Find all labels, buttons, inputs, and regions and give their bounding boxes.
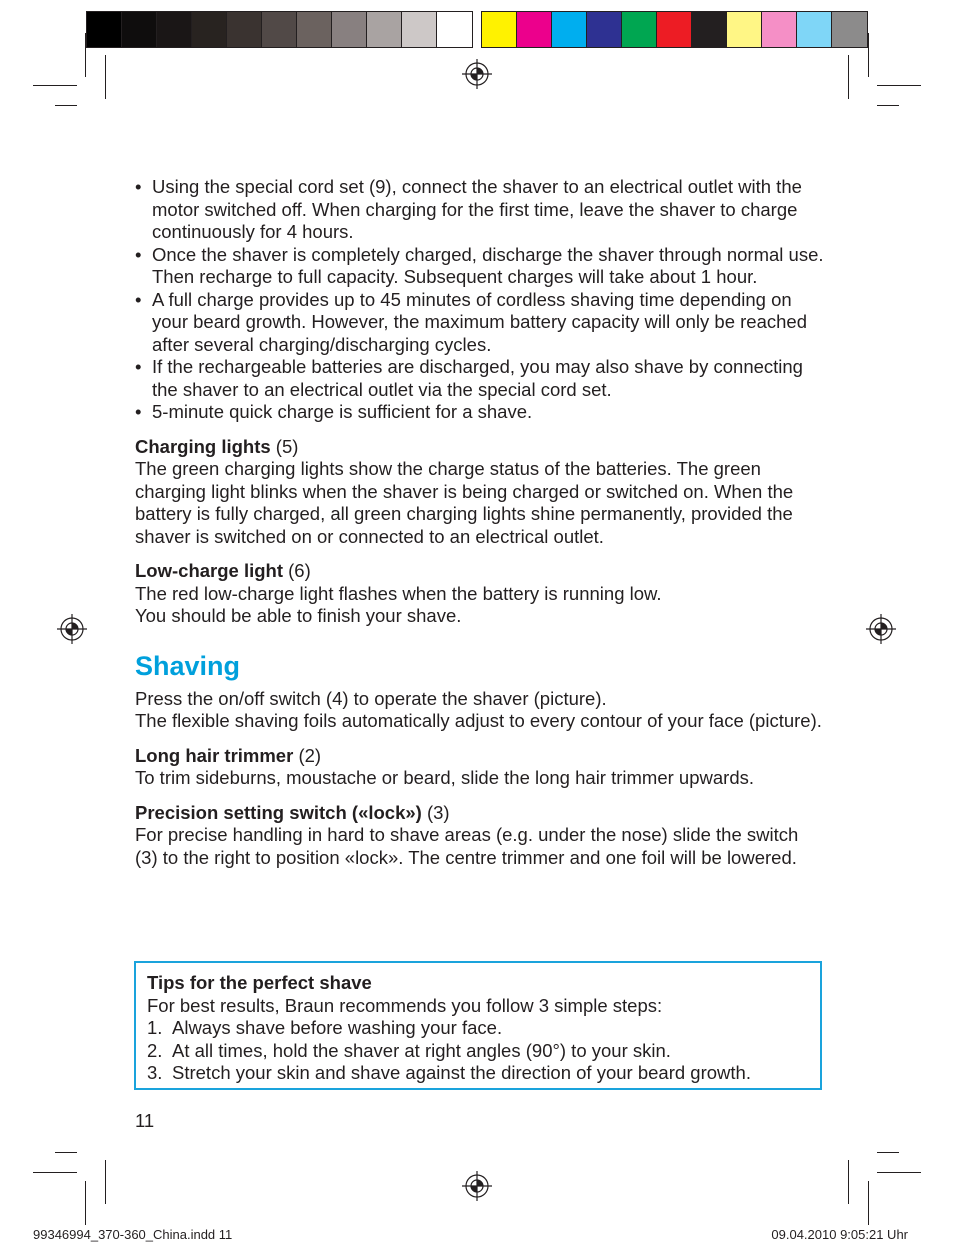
crop-mark (877, 105, 899, 106)
bullet-icon: • (135, 356, 142, 377)
gray-swatch (367, 12, 402, 47)
list-item: • 5-minute quick charge is sufficient for a shave. (135, 401, 533, 422)
crop-mark (105, 1160, 106, 1204)
crop-mark (55, 105, 77, 106)
part-reference: (5) (270, 435, 299, 457)
crop-mark (868, 33, 869, 77)
long-hair-trimmer-section (135, 745, 825, 790)
crop-mark (848, 55, 849, 99)
gray-swatch (122, 12, 157, 47)
color-swatch (832, 12, 867, 47)
part-reference: (2) (293, 744, 322, 766)
process-color-bar (481, 11, 868, 48)
part-reference: (6) (283, 560, 311, 581)
precision-switch-section (135, 802, 825, 870)
list-item: 1. Always shave before washing your face. (147, 1017, 503, 1038)
page-number: 11 (135, 1110, 155, 1131)
section-text: To trim sideburns, moustache or beard, slide the long hair trimmer upwards. (135, 767, 754, 788)
part-reference: (3) (421, 801, 450, 823)
color-swatch (482, 12, 517, 47)
registration-mark-icon (462, 1171, 492, 1201)
section-text: The flexible shaving foils automatically adjust to every contour of your face (picture). (135, 710, 822, 731)
gray-swatch (437, 12, 472, 47)
gray-swatch (192, 12, 227, 47)
crop-mark (85, 1181, 86, 1225)
crop-mark (33, 1172, 77, 1173)
gray-swatch (157, 12, 192, 47)
section-text: For precise handling in hard to shave areas (e.g. under the nose) slide the switch (3) to the right to position «lock». The centre trimmer and one foil will be lowered. (135, 824, 799, 868)
gray-swatch (262, 12, 297, 47)
section-text: You should be able to finish your shave. (135, 605, 462, 626)
color-swatch (692, 12, 727, 47)
gray-swatch (297, 12, 332, 47)
crop-mark (55, 1152, 77, 1153)
gray-swatch (87, 12, 122, 47)
low-charge-section (135, 560, 825, 628)
shaving-heading: Shaving (135, 650, 241, 681)
list-item: 3. Stretch your skin and shave against the direction of your beard growth. (147, 1062, 751, 1083)
color-swatch (797, 12, 832, 47)
color-swatch (552, 12, 587, 47)
bullet-icon: • (135, 176, 142, 197)
bullet-icon: • (135, 243, 142, 265)
step-number: 3. (147, 1062, 163, 1083)
tips-title: Tips for the perfect shave (147, 972, 372, 993)
crop-mark (877, 85, 921, 86)
crop-mark (848, 1160, 849, 1204)
footer-file-info: 99346994_370-360_China.indd 11 (33, 1227, 233, 1242)
gray-swatch (227, 12, 262, 47)
list-item: 2. At all times, hold the shaver at right angles (90°) to your skin. (147, 1039, 671, 1061)
color-swatch (727, 12, 762, 47)
bullet-icon: • (135, 401, 142, 422)
crop-mark (33, 85, 77, 86)
gray-swatch (332, 12, 367, 47)
section-title: Precision setting switch («lock») (135, 801, 422, 823)
section-text: Press the on/off switch (4) to operate the shaver (picture). (135, 687, 607, 709)
gray-color-bar (86, 11, 473, 48)
crop-mark (877, 1172, 921, 1173)
step-number: 2. (147, 1039, 163, 1061)
list-item: • Once the shaver is completely charged, discharge the shaver through normal use. Then recharge to full capacity. Subsequent charges will take about 1 hour. (135, 243, 824, 287)
color-swatch (517, 12, 552, 47)
color-swatch (587, 12, 622, 47)
crop-mark (868, 1181, 869, 1225)
section-title: Long hair trimmer (135, 744, 294, 766)
registration-mark-icon (462, 59, 492, 89)
list-item: • If the rechargeable batteries are discharged, you may also shave by connecting the shaver to an electrical outlet via the special cord set. (135, 356, 803, 400)
list-item: • Using the special cord set (9), connect the shaver to an electrical outlet with the motor switched off. When charging for the first time, leave the shaver to charge continuously for 4 hours. (135, 176, 802, 242)
crop-mark (877, 1152, 899, 1153)
section-text: The green charging lights show the charge status of the batteries. The green charging light blinks when the shaver is being charged or switched on. When the battery is fully charged, all green charging lights shine permanently, provided the shaver is switched on or connected to an electrical outlet. (135, 458, 794, 547)
charging-bullet-list (135, 176, 825, 424)
color-swatch (657, 12, 692, 47)
crop-mark (85, 33, 86, 77)
color-swatch (622, 12, 657, 47)
footer-timestamp: 09.04.2010 9:05:21 Uhr (771, 1227, 908, 1242)
registration-mark-icon (57, 614, 87, 644)
registration-mark-icon (866, 614, 896, 644)
charging-lights-section (135, 436, 825, 549)
section-title: Charging lights (135, 435, 271, 457)
list-item: • A full charge provides up to 45 minutes of cordless shaving time depending on your beard growth. However, the maximum battery capacity will only be reached after several charging/discharging cycles. (135, 288, 807, 355)
tips-steps (147, 1017, 810, 1085)
tips-box (134, 961, 822, 1090)
section-text: The red low-charge light flashes when the battery is running low. (135, 582, 662, 604)
page-content (135, 176, 825, 869)
bullet-icon: • (135, 288, 142, 310)
color-swatch (762, 12, 797, 47)
tips-intro: For best results, Braun recommends you follow 3 simple steps: (147, 994, 663, 1016)
section-title: Low-charge light (135, 560, 283, 581)
gray-swatch (402, 12, 437, 47)
crop-mark (105, 55, 106, 99)
step-number: 1. (147, 1017, 163, 1038)
